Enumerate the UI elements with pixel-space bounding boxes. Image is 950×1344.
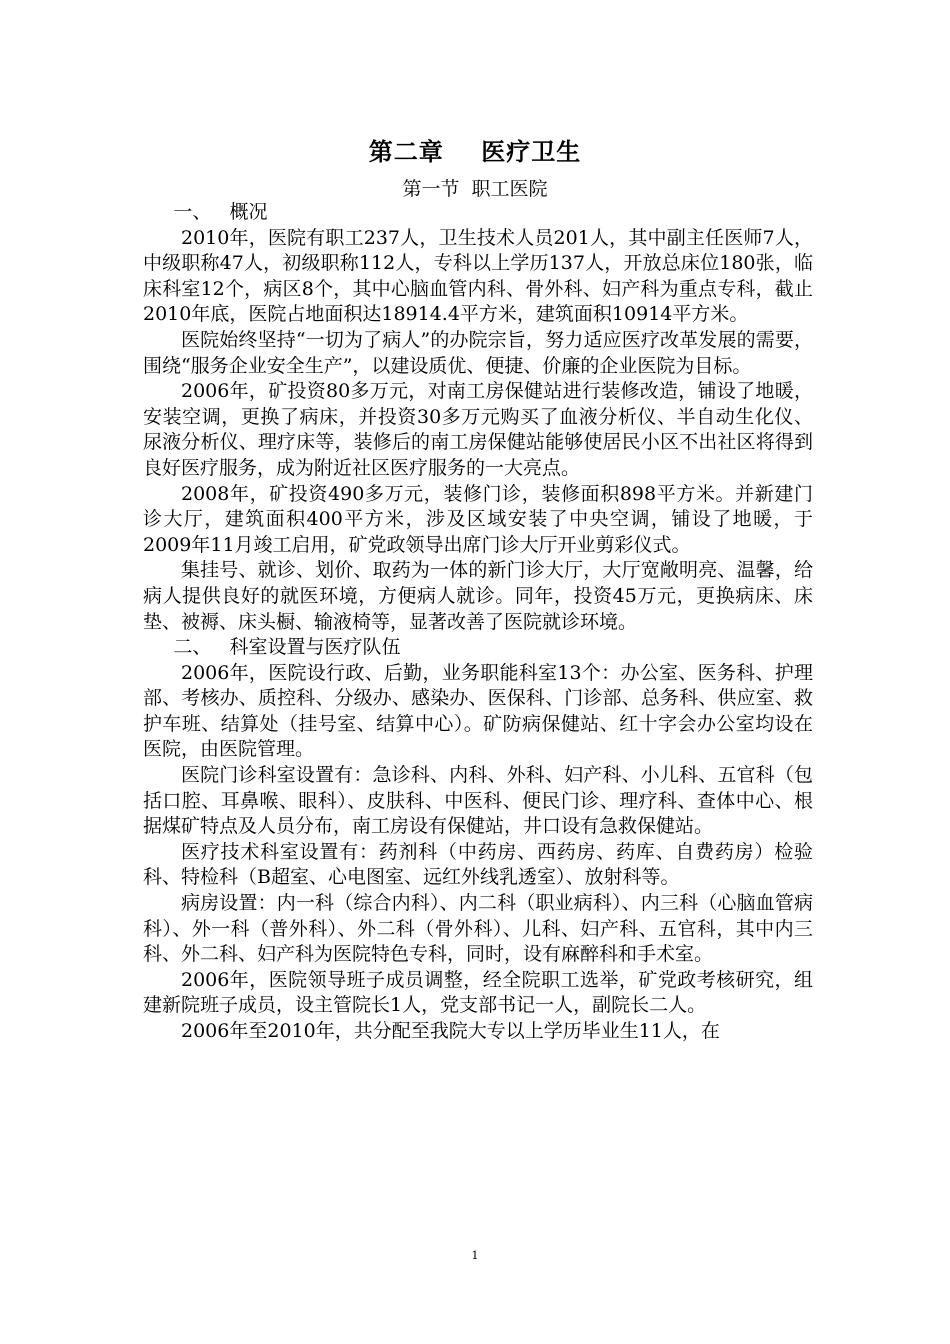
chapter-title: 第二章 医疗卫生 <box>368 137 582 166</box>
paragraph: 2006年，医院设行政、后勤，业务职能科室13个：办公室、医务科、护理部、考核办、质控科、分级办、感染办、医保科、门诊部、总务科、供应室、救护车班、结算处（挂号室、结算中心）。矿防病保健站、红十字会办公室均设在医院，由医院管理。 <box>143 661 813 761</box>
paragraph: 集挂号、就诊、划价、取药为一体的新门诊大厅，大厅宽敞明亮、温馨，给病人提供良好的就医环境，方便病人就诊。同年，投资45万元，更换病床、床垫、被褥、床头橱、输液椅等，显著改善了医院就诊环境。 <box>143 559 813 633</box>
paragraph: 2006年至2010年，共分配至我院大专以上学历毕业生11人，在 <box>181 1020 720 1042</box>
body-text <box>143 200 813 1045</box>
heading-departments: 二、 科室设置与医疗队伍 <box>173 636 401 659</box>
page-number: 1 <box>471 1249 479 1262</box>
paragraph: 病房设置：内一科（综合内科）、内二科（职业病科）、内三科（心脑血管病科）、外一科（普外科）、外二科（骨外科）、儿科、妇产科、五官科，其中内三科、外二科、妇产科为医院特色专科，同时，设有麻醉科和手术室。 <box>143 892 813 966</box>
paragraph: 医院始终坚持“一切为了病人”的办院宗旨，努力适应医疗改革发展的需要，围绕“服务企业安全生产”，以建设质优、便捷、价廉的企业医院为目标。 <box>143 328 813 377</box>
paragraph: 医疗技术科室设置有：药剂科（中药房、西药房、药库、自费药房）检验科、特检科（B超室、心电图室、远红外线乳透室）、放射科等。 <box>143 840 813 889</box>
section-title: 第一节 职工医院 <box>402 178 548 200</box>
heading-overview: 一、 概况 <box>173 201 268 223</box>
paragraph: 2006年，医院领导班子成员调整，经全院职工选举，矿党政考核研究，组建新院班子成员，设主管院长1人，党支部书记一人，副院长二人。 <box>143 968 813 1017</box>
paragraph: 2010年，医院有职工237人，卫生技术人员201人，其中副主任医师7人，中级职称47人，初级职称112人，专科以上学历137人，开放总床位180张，临床科室12个，病区8个，其中心脑血管内科、骨外科、妇产科为重点专科，截止2010年底，医院占地面积达18914.4平方米，建筑面积10914平方米。 <box>143 226 813 326</box>
paragraph: 医院门诊科室设置有：急诊科、内科、外科、妇产科、小儿科、五官科（包括口腔、耳鼻喉、眼科）、皮肤科、中医科、便民门诊、理疗科、查体中心、根据煤矿特点及人员分布，南工房设有保健站，井口设有急救保健站。 <box>143 764 813 838</box>
paragraph: 2006年，矿投资80多万元，对南工房保健站进行装修改造，铺设了地暖，安装空调，更换了病床，并投资30多万元购买了血液分析仪、半自动生化仪、尿液分析仪、理疗床等，装修后的南工房保健站能够使居民小区不出社区将得到良好医疗服务，成为附近社区医疗服务的一大亮点。 <box>143 380 813 479</box>
paragraph: 2008年，矿投资490多万元，装修门诊，装修面积898平方米。并新建门诊大厅，建筑面积400平方米，涉及区域安装了中央空调，铺设了地暖，于2009年11月竣工启用，矿党政领导出席门诊大厅开业剪彩仪式。 <box>143 482 813 556</box>
